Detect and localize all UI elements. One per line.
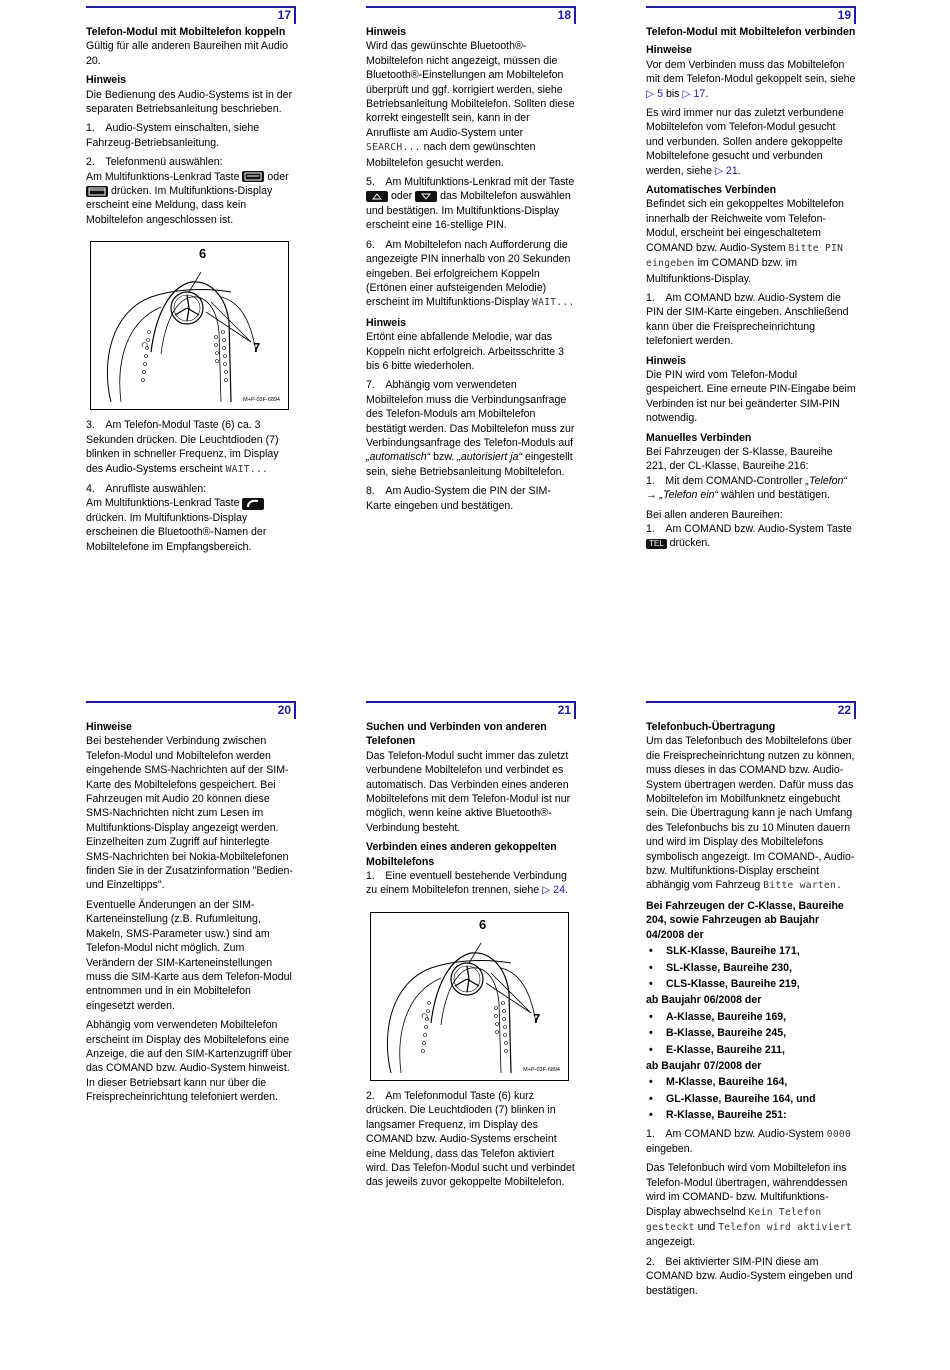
list-item: • SLK-Klasse, Baureihe 171, (646, 944, 856, 958)
display-text: Bitte PIN eingeben (646, 242, 844, 270)
display-text: WAIT... (225, 463, 269, 475)
page-header (86, 701, 296, 720)
text: Um das Telefonbuch des Mobiltelefons über die Freisprecheinrichtung nutzen zu können, muss dieses in das COMAND bzw. Audio-System übertragen werden. Dafür muss das Mobiltelefon im Mobilfunknetz eingebucht sein. Die Übertragung kann je nach Umfang des Telefonbuchs bis zu 10 Minuten dauern und wird im Display des Mobiltelefons symbolisch angezeigt. Im COMAND-, Audio- bzw. Multifunktions-Display erscheint abhängig vom Fahrzeug (646, 735, 855, 892)
list-item: • SL-Klasse, Baureihe 230, (646, 961, 856, 975)
step-text: bzw. (433, 451, 455, 464)
menu-item-name: „Telefon ein“ (659, 489, 719, 502)
subsection-heading: Automatisches Verbinden (646, 184, 777, 197)
note-heading: Hinweis (366, 26, 407, 38)
paragraph: Die PIN wird vom Telefon-Modul gespeichert. Eine erneute PIN-Eingabe beim Verbinden ist nur bei geänderter SIM-PIN notwendig. (646, 368, 856, 425)
paragraph: Bei Fahrzeugen der S-Klasse, Baureihe 221, der CL-Klasse, Baureihe 216: (646, 445, 833, 473)
menu-item-name: „Telefon“ (805, 474, 847, 487)
paragraph: Es wird immer nur das zuletzt verbundene Mobiltelefon vom Telefon-Modul gesucht und verbunden. Sollen andere gekoppelte Mobiltelefone gesucht und verbunden werden, siehe ▷ 21. (646, 107, 844, 177)
step-text: wählen und bestätigen. (721, 489, 830, 502)
figure-label-6: 6 (479, 916, 487, 932)
note-heading: Hinweis (366, 316, 407, 329)
section-title: Suchen und Verbinden von anderen Telefonen (366, 721, 547, 748)
step-4 (86, 482, 296, 554)
step-5 (366, 175, 576, 233)
step-text: 1. Am COMAND bzw. Audio-System (646, 1127, 824, 1140)
list-item: • A-Klasse, Baureihe 169, (646, 1010, 856, 1024)
page-number: 21 (557, 703, 571, 717)
step-text: 1. Mit dem COMAND-Controller (646, 474, 803, 487)
section-title: Telefon-Modul mit Mobiltelefon verbinden (646, 26, 856, 38)
list-item: • M-Klasse, Baureihe 164, (646, 1075, 856, 1089)
note-heading: Hinweis (86, 74, 127, 87)
step-text: drücken. Im Multifunktions-Display erscheinen die Bluetooth®-Namen der Mobiltelefone im Empfangsbereich. (86, 511, 267, 553)
step-text: Am Multifunktions-Lenkrad Taste (86, 170, 240, 183)
step-text: 1. Am COMAND bzw. Audio-System Taste (646, 523, 852, 535)
text: Das Telefonbuch wird vom Mobiltelefon ins Telefon-Modul übertragen, währenddessen wird im COMAND- bzw. Multifunktions-Display abwechselnd (646, 1162, 848, 1218)
paragraph (646, 734, 856, 893)
step-text: 6. Am Mobiltelefon nach Aufforderung die angezeigte PIN innerhalb von 20 Sekunden eingeben. Bei erfolgreichem Koppeln (Ertönen einer aufsteigenden Melodie) erscheint im Multifunktions-Display (366, 238, 571, 309)
page-21 (366, 701, 576, 1195)
step-1: 1. Eine eventuell bestehende Verbindung zu einem Mobiltelefon trennen, siehe ▷ 24. (366, 870, 568, 897)
page-reference-link[interactable]: ▷ 21 (714, 164, 738, 177)
page-number: 17 (277, 8, 291, 22)
paragraph (646, 1161, 856, 1249)
step-2 (86, 155, 296, 227)
subsection-heading: Verbinden eines anderen gekoppelten Mobiltelefons (366, 841, 557, 868)
page-22 (646, 701, 856, 1303)
step-7 (366, 378, 576, 479)
paragraph: Eventuelle Änderungen an der SIM-Karteneinstellung (z.B. Rufumleitung, Makeln, SMS-Parameter usw.) sind am Telefon-Modul nicht möglich. Zum Verändern der SIM-Karteneinstellungen muss die SIM-Karte aus dem Telefon-Modul entnommen und in ein Mobiltelefon eingesetzt werden. (86, 898, 292, 1012)
step-text: 7. Abhängig vom verwendeten Mobiltelefon muss die Verbindungsanfrage des Telefon-Moduls am Mobiltelefon bestätigt werden. Das Mobiltelefon muss zur Verbindungsanfrage des Telefon-Moduls auf (366, 379, 575, 449)
step-text: Am Multifunktions-Lenkrad Taste (86, 497, 240, 510)
paragraph: Das Telefon-Modul sucht immer das zuletzt verbundene Mobiltelefon und verbindet es automatisch. Das Verbinden eines anderen Mobiltelefons mit dem Telefon-Modul ist nur möglich, wenn keine aktive Bluetooth®-Verbindung besteht. (366, 749, 571, 834)
tel-key: TEL (646, 539, 667, 549)
paragraph: Die Bedienung des Audio-Systems ist in der separaten Betriebsanleitung beschrieben. (86, 88, 293, 116)
display-text: Kein Telefon gesteckt (646, 1206, 822, 1233)
note-heading: Hinweise (86, 721, 132, 733)
text: Wird das gewünschte Bluetooth®-Mobiltelefon nicht angezeigt, müssen die Bluetooth®-Einstellungen am Mobiltelefon überprüft und ggf. korrigiert werden, siehe Betriebsanleitung Mobiltelefon. Sollten diese korrekt eingestellt sein, kann in der Anrufliste am Audio-System unter (366, 40, 575, 139)
step-text: eingeben. (646, 1142, 693, 1155)
phone-menu-key-icon (242, 171, 264, 182)
paragraph: Abhängig vom verwendeten Mobiltelefon erscheint im Display des Mobiltelefons eine Anzeige, die auf den SIM-Kartenzugriff über das COMAND bzw. Audio-System hinweist. In dieser Betriebsart kann nur über die Freisprecheinrichtung telefoniert werden. (86, 1019, 292, 1104)
step-text: eingestellt sein, siehe Betriebsanleitung Mobiltelefon. (366, 451, 573, 478)
step-text: drücken. (669, 537, 711, 550)
display-text: Telefon wird aktiviert (718, 1222, 852, 1233)
figure-label-7: 7 (533, 1010, 541, 1026)
paragraph: Ertönt eine abfallende Melodie, war das Koppeln nicht erfolgreich. Arbeitsschritte 3 bis 6 bitte wiederholen. (366, 331, 564, 372)
step-1 (646, 474, 856, 503)
page-number: 18 (557, 8, 571, 22)
figure-label-6: 6 (199, 246, 207, 262)
step-6 (366, 238, 576, 311)
step-3 (86, 418, 296, 477)
note-heading: Hinweise (646, 44, 692, 57)
page-header (86, 6, 296, 25)
setting-name: „autorisiert ja“ (457, 451, 523, 464)
page-19 (646, 6, 856, 556)
step-text: 1. Eine eventuell bestehende Verbindung zu einem Mobiltelefon trennen, siehe (366, 870, 567, 897)
text: Es wird immer nur das zuletzt verbundene Mobiltelefon vom Telefon-Modul gesucht und verbunden. Sollen andere gekoppelte Mobiltelefone gesucht und verbunden werden, siehe (646, 107, 844, 177)
up-arrow-key-icon (366, 191, 388, 202)
section-title: Telefonbuch-Übertragung (646, 721, 776, 733)
telephone-module-illustration (91, 242, 288, 409)
step-8: 8. Am Audio-System die PIN der SIM-Karte eingeben und bestätigen. (366, 485, 551, 512)
paragraph: Gültig für alle anderen Baureihen mit Audio 20. (86, 40, 288, 67)
page-18 (366, 6, 576, 518)
setting-name: „automatisch“ (366, 451, 431, 464)
down-arrow-key-icon (415, 191, 437, 202)
step-2: 2. Bei aktivierter SIM-PIN diese am COMAND bzw. Audio-System eingeben und bestätigen. (646, 1255, 853, 1297)
text: im COMAND bzw. im Multifunktions-Display. (646, 257, 798, 285)
arrow: → (646, 489, 657, 502)
page-number: 19 (837, 8, 851, 22)
display-text: 0000 (826, 1128, 852, 1140)
step-text: oder (390, 190, 413, 203)
vehicle-group-heading: ab Baujahr 06/2008 der (646, 994, 762, 1007)
text: angezeigt. (646, 1236, 695, 1249)
step-text: 2. Telefonmenü auswählen: (86, 156, 223, 169)
telephone-module-illustration (371, 913, 568, 1080)
vehicle-group-heading: ab Baujahr 07/2008 der (646, 1059, 762, 1072)
note-heading: Hinweis (646, 354, 687, 367)
text: nach dem gewünschten Mobiltelefon gesucht werden. (366, 141, 536, 169)
display-text: SEARCH... (366, 142, 421, 154)
step-1 (646, 1127, 856, 1157)
paragraph (366, 39, 576, 170)
step-1 (646, 522, 856, 551)
step-text: 4. Anrufliste auswählen: (86, 482, 207, 495)
display-text: WAIT... (532, 297, 575, 309)
paragraph: Bei bestehender Verbindung zwischen Telefon-Modul und Mobiltelefon werden eingehende SMS-Nachrichten auf der SIM-Karte des Mobiltelefons gespeichert. Bei Fahrzeugen mit Audio 20 können diese SMS-Nachrichten nicht zum Lesen im Multifunktions-Display angezeigt werden. Einzelheiten zum Zugriff auf hinterlegte SMS-Nachrichten bei Nokia-Mobiltelefonen finden Sie in der Zusatzinformation "Bedien- und Einzeltipps". (86, 735, 293, 892)
page-header (646, 6, 856, 25)
step-text: 3. Am Telefon-Modul Taste (6) ca. 3 Sekunden drücken. Die Leuchtdioden (7) blinken in schneller Frequenz, im Display des Audio-Systems erscheint (86, 419, 279, 475)
step-2: 2. Am Telefonmodul Taste (6) kurz drücken. Die Leuchtdioden (7) blinken in langsamer Frequenz, im Display des COMAND bzw. Audio-Systems erscheint eine Meldung, dass das Telefon aktiviert wird. Das Telefon-Modul sucht und verbindet das jeweils zuvor gekoppelte Mobiltelefon. (366, 1089, 575, 1189)
vehicle-group-heading: Bei Fahrzeugen der C-Klasse, Baureihe 204, sowie Fahrzeugen ab Baujahr 04/2008 der (646, 899, 844, 941)
page-reference-link[interactable]: ▷ 24 (542, 884, 565, 897)
section-title: Telefon-Modul mit Mobiltelefon koppeln (86, 26, 286, 38)
step-text: das Mobiltelefon auswählen und bestätigen. Im Multifunktions-Display erscheint eine 16-stellige PIN. (366, 190, 571, 232)
phone-menu-key-alt-icon (86, 186, 108, 197)
paragraph (646, 197, 856, 285)
figure-code: M+P-03F-6894 (243, 396, 280, 403)
text: Befindet sich ein gekoppeltes Mobiltelefon innerhalb der Reichweite vom Telefon-Modul, erscheint bei eingeschaltetem COMAND bzw. Audio-System (646, 198, 844, 254)
page-header (646, 701, 856, 720)
list-item: • CLS-Klasse, Baureihe 219, (646, 977, 856, 991)
step-1: 1. Am COMAND bzw. Audio-System die PIN der SIM-Karte eingeben. Anschließend kann über die Freisprecheinrichtung telefoniert werden. (646, 291, 849, 348)
page-reference-link[interactable]: ▷ 17 (682, 87, 706, 100)
phone-call-key-icon (242, 498, 264, 510)
page-number: 22 (837, 703, 851, 717)
list-item: • B-Klasse, Baureihe 245, (646, 1026, 856, 1040)
step-text: oder (267, 170, 289, 183)
paragraph: Bei allen anderen Baureihen: (646, 508, 783, 521)
text: bis (665, 87, 680, 100)
page-17 (86, 6, 296, 559)
step-text: drücken. Im Multifunktions-Display erscheint eine Meldung, dass kein Mobiltelefon angeschlossen ist. (86, 185, 273, 226)
page-header (366, 6, 576, 25)
text: Vor dem Verbinden muss das Mobiltelefon mit dem Telefon-Modul gekoppelt sein, siehe (646, 58, 856, 86)
page-reference-link[interactable]: ▷ 5 (646, 87, 663, 100)
step-1: 1. Audio-System einschalten, siehe Fahrzeug-Betriebsanleitung. (86, 122, 260, 149)
paragraph: Vor dem Verbinden muss das Mobiltelefon mit dem Telefon-Modul gekoppelt sein, siehe ▷ 5 bis ▷ 17. (646, 58, 856, 100)
step-text: 5. Am Multifunktions-Lenkrad mit der Taste (366, 176, 575, 189)
telephone-module-figure (90, 241, 289, 410)
subsection-heading: Manuelles Verbinden (646, 431, 752, 444)
figure-code: M+P-03F-6894 (523, 1067, 560, 1074)
text: und (697, 1221, 716, 1233)
figure-label-7: 7 (253, 340, 261, 356)
telephone-module-figure (370, 912, 569, 1081)
page-20 (86, 701, 296, 1110)
list-item: • E-Klasse, Baureihe 211, (646, 1043, 856, 1057)
list-item: • R-Klasse, Baureihe 251: (646, 1108, 856, 1122)
page-header (366, 701, 576, 720)
display-text: Bitte warten. (763, 880, 843, 892)
list-item: • GL-Klasse, Baureihe 164, und (646, 1092, 856, 1106)
page-number: 20 (277, 703, 291, 717)
